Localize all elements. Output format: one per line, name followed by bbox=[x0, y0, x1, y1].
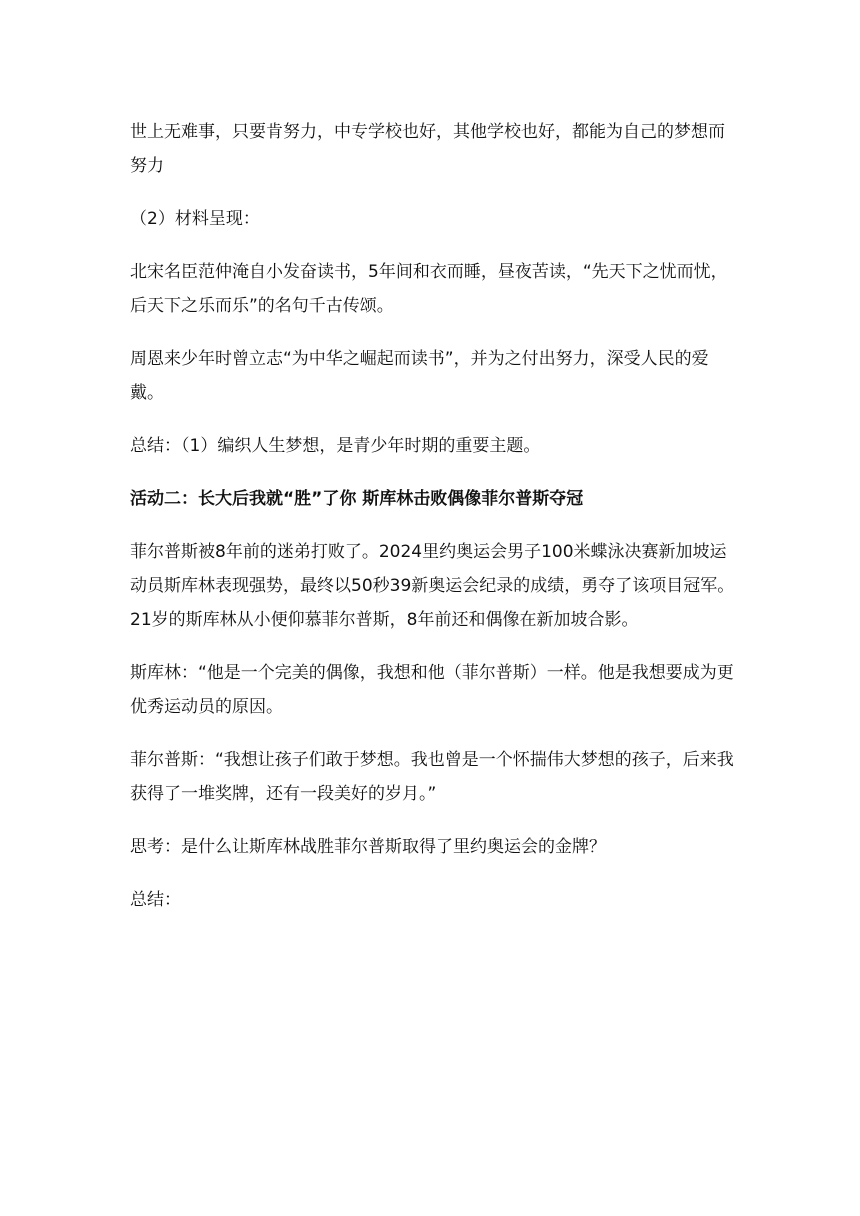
document-body bbox=[130, 115, 740, 936]
paragraph-schooling-quote: 斯库林：“他是一个完美的偶像，我想和他（菲尔普斯）一样。他是我想要成为更优秀运动员的原因。 bbox=[130, 663, 734, 717]
paragraph-phelps-quote: 菲尔普斯：“我想让孩子们敢于梦想。我也曾是一个怀揣伟大梦想的孩子，后来我获得了一堆奖牌，还有一段美好的岁月。” bbox=[130, 750, 734, 804]
paragraph-material-label: （2）材料呈现： bbox=[130, 209, 260, 229]
paragraph-zhou-enlai: 周恩来少年时曾立志“为中华之崛起而读书”，并为之付出努力，深受人民的爱戴。 bbox=[130, 349, 709, 403]
activity-two-heading: 活动二：长大后我就“胜”了你 斯库林击败偶像菲尔普斯夺冠 bbox=[130, 489, 584, 509]
paragraph-think-question: 思考：是什么让斯库林战胜菲尔普斯取得了里约奥运会的金牌？ bbox=[130, 837, 606, 857]
paragraph-fan-zhongyan: 北宋名臣范仲淹自小发奋读书，5年间和衣而睡，昼夜苦读，“先天下之忧而忧，后天下之乐而乐”的名句千古传颂。 bbox=[130, 262, 728, 316]
paragraph-summary-2: 总结： bbox=[130, 890, 181, 910]
paragraph-effort: 世上无难事，只要肯努力，中专学校也好，其他学校也好，都能为自己的梦想而努力 bbox=[130, 122, 725, 176]
paragraph-summary-1: 总结：（1）编织人生梦想，是青少年时期的重要主题。 bbox=[130, 436, 541, 456]
paragraph-phelps-story: 菲尔普斯被8年前的迷弟打败了。2024里约奥运会男子100米蝶泳决赛新加坡运动员斯库林表现强势，最终以50秒39新奥运会纪录的成绩，勇夺了该项目冠军。21岁的斯库林从小便仰慕菲尔普斯，8年前还和偶像在新加坡合影。 bbox=[130, 542, 735, 630]
